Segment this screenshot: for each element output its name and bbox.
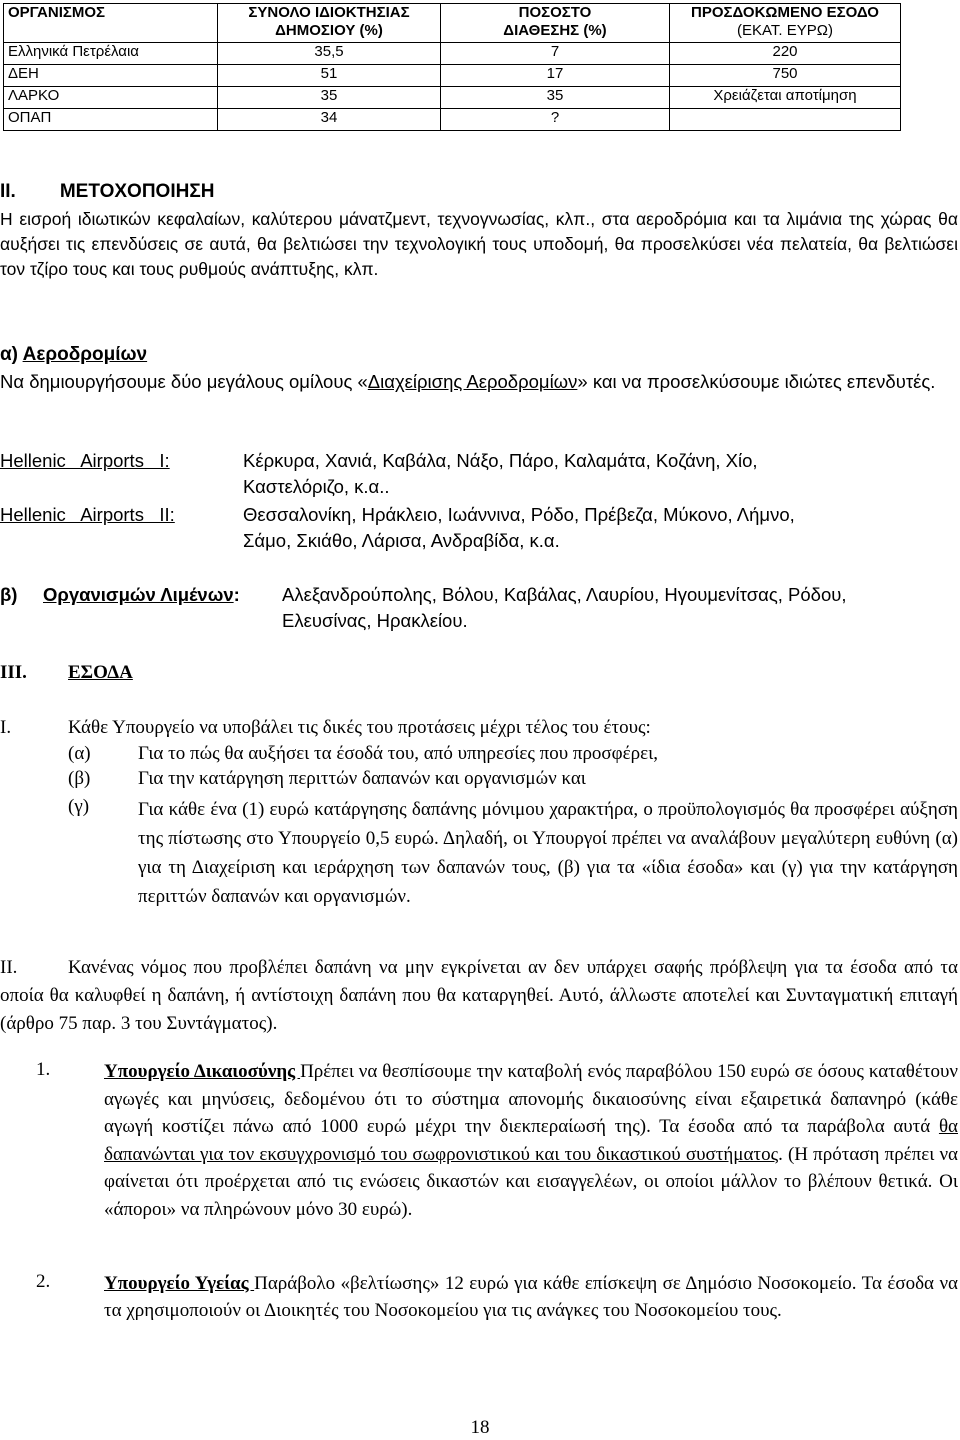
item2-text: Κανένας νόμος που προβλέπει δαπάνη να μην εγκρίνεται αν δεν υπάρχει σαφής πρόβλεψη για τα έσοδα από τα οποία θα καλυφθεί η δαπάνη, ή αντίστοιχη δαπάνη που θα καταργηθεί. Αυτό, άλλωστε αποτελεί και Συνταγματική επιταγή (άρθρο 75 παρ. 3 του Συντάγματος).: [0, 957, 958, 1034]
table-cell: ΔΕΗ: [4, 65, 218, 87]
item2-number: ΙΙ.: [0, 957, 18, 978]
item1-number: Ι.: [0, 717, 12, 738]
list2-body: Υπουργείο Υγείας Παράβολο «βελτίωσης» 12 ευρώ για κάθε επίσκεψη σε Δημόσιο Νοσοκομείο. Τα έσοδα να τα χρησιμοποιούν οι Διοικητές του Νοσοκομείου για τις ανάγκες του Νοσοκομείου τους.: [104, 1273, 958, 1321]
table-cell: 17: [441, 65, 670, 87]
sub-c-text: Για κάθε ένα (1) ευρώ κατάργησης δαπάνης μόνιμου χαρακτήρα, ο προϋπολογισμός θα προσφέρει αύξηση της πίστωσης στο Υπουργείο 0,5 ευρώ. Δηλαδή, οι Υπουργοί πρέπει να αναλάβουν μεγαλύτερη ευθύνη (α) για τη Διαχείριση και ιεράρχηση των δαπανών τους, (β) για τα «ίδια έσοδα» και (γ) για την κατάργηση περιττών δαπανών και οργανισμών.: [138, 799, 958, 907]
table-cell: ?: [441, 109, 670, 131]
table-cell: Χρειάζεται αποτίμηση: [670, 87, 901, 109]
sub-a-label: (α): [68, 743, 91, 764]
table-header-row: [4, 4, 901, 43]
section3-item2: [0, 954, 958, 1038]
ports-line1: Αλεξανδρούπολης, Βόλου, Καβάλας, Λαυρίου, Ηγουμενίτσας, Ρόδου,: [282, 584, 847, 605]
airports-link-text: Διαχείρισης Αεροδρομίων: [367, 371, 578, 392]
section2-heading: [0, 180, 214, 204]
ports-title: Οργανισμών Λιμένων: [43, 584, 234, 605]
list1-body: Υπουργείο Δικαιοσύνης Πρέπει να θεσπίσουμε την καταβολή ενός παραβόλου 150 ευρώ σε όσους καταθέτουν αγωγές και μηνύσεις, δεδομένου ότι το σύστημα απονομής δικαιοσύνης είναι εξαιρετικά δαπανηρό (κάθε αγωγή κοστίζει πάνω από 1000 ευρώ μέχρι την διεκπεραίωσή της). Τα έσοδα από τα παράβολα αυτά θα δαπανώνται για τον εκσυγχρονισμό του σωφρονιστικού και του δικαστικού συστήματος. (Η πρόταση πρέπει να φαίνεται ότι προέρχεται από τις ενώσεις δικαστών και εισαγγελέων, οι οποίοι μάλλον το βλέπουν θετικά. Οι «άποροι» να πληρώνουν μόνο 30 ευρώ).: [104, 1061, 958, 1220]
table-cell: Ελληνικά Πετρέλαια: [4, 43, 218, 65]
list1-title: Υπουργείο Δικαιοσύνης: [104, 1061, 301, 1082]
section3-number: ΙΙΙ.: [0, 662, 27, 683]
section2-paragraph: Η εισροή ιδιωτικών κεφαλαίων, καλύτερου μάνατζμεντ, τεχνογνωσίας, κλπ., στα αεροδρόμια και τα λιμάνια της χώρας θα αυξήσει τις επενδύσεις σε αυτά, θα βελτιώσει την τεχνολογική τους υποδομή, θα προσελκύσει νέα πελατεία, θα βελτιώσει τον τζίρο τους και τους ρυθμούς ανάπτυξης, κλπ.: [0, 209, 958, 279]
group1-label: Hellenic Airports I:: [0, 450, 170, 471]
group2-line1: Θεσσαλονίκη, Ηράκλειο, Ιωάννινα, Ρόδο, Πρέβεζα, Μύκονο, Λήμνο,: [243, 504, 795, 525]
section3-heading: [0, 661, 133, 685]
airports-paragraph: Να δημιουργήσουμε δύο μεγάλους ομίλους «Διαχείρισης Αεροδρομίων» και να προσελκύσουμε ιδιώτες επενδυτές.: [0, 371, 936, 392]
ownership-table: [3, 3, 901, 131]
header-organization: ΟΡΓΑΝΙΣΜΟΣ: [4, 4, 218, 43]
table-cell: ΟΠΑΠ: [4, 109, 218, 131]
group2-line2: Σάμο, Σκιάθο, Λάρισα, Ανδραβίδα, κ.α.: [243, 530, 560, 551]
table-cell: 35: [218, 87, 441, 109]
group1-line2: Καστελόριζο, κ.α..: [243, 476, 390, 497]
airports-heading: [0, 343, 147, 367]
ports-line2: Ελευσίνας, Ηρακλείου.: [282, 610, 468, 631]
section3-item1: [0, 716, 958, 740]
table-row: [4, 65, 901, 87]
list2-number: 2.: [36, 1271, 51, 1292]
header-ownership: ΣΥΝΟΛΟ ΙΔΙΟΚΤΗΣΙΑΣ ΔΗΜΟΣΙΟΥ (%): [218, 4, 441, 43]
table-row: [4, 87, 901, 109]
table-cell: 220: [670, 43, 901, 65]
table-cell: 51: [218, 65, 441, 87]
list2-title: Υπουργείο Υγείας: [104, 1273, 255, 1294]
sub-c-label: (γ): [68, 796, 90, 817]
table-cell: [670, 109, 901, 131]
sub-b-text: Για την κατάργηση περιττών δαπανών και οργανισμών και: [138, 768, 586, 789]
sub-item-a: [68, 742, 958, 766]
airports-label: α): [0, 344, 19, 365]
header-disposal: ΠΟΣΟΣΤΟ ΔΙΑΘΕΣΗΣ (%): [441, 4, 670, 43]
table-row: [4, 109, 901, 131]
sub-item-b: [68, 767, 958, 791]
airports-title: Αεροδρομίων: [22, 344, 148, 365]
ports-label: β): [0, 584, 18, 605]
table-cell: 35,5: [218, 43, 441, 65]
item1-text: Κάθε Υπουργείο να υποβάλει τις δικές του προτάσεις μέχρι τέλος του έτους:: [68, 717, 651, 738]
table-cell: 7: [441, 43, 670, 65]
sub-a-text: Για το πώς θα αυξήσει τα έσοδά του, από υπηρεσίες που προσφέρει,: [138, 743, 658, 764]
table-cell: 35: [441, 87, 670, 109]
header-revenue: ΠΡΟΣΔΟΚΩΜΕΝΟ ΕΣΟΔΟ (ΕΚΑΤ. ΕΥΡΩ): [670, 4, 901, 43]
list1-number: 1.: [36, 1059, 51, 1080]
sub-b-label: (β): [68, 768, 91, 789]
sub-item-c: [68, 795, 958, 907]
table-cell: ΛΑΡΚΟ: [4, 87, 218, 109]
group2-label: Hellenic Airports II:: [0, 504, 175, 525]
section2-title: ΜΕΤΟΧΟΠΟΙΗΣΗ: [59, 181, 215, 202]
group1-line1: Κέρκυρα, Χανιά, Καβάλα, Νάξο, Πάρο, Καλαμάτα, Κοζάνη, Χίο,: [243, 450, 758, 471]
table-row: [4, 43, 901, 65]
table-cell: 34: [218, 109, 441, 131]
list1-underlined: θα δαπανώνται για τον εκσυγχρονισμό του σωφρονιστικού και του δικαστικού συστήματος: [104, 1116, 958, 1165]
section3-title: ΕΣΟΔΑ: [68, 662, 133, 683]
page-number: 18: [470, 1417, 490, 1438]
section2-number: ΙΙ.: [0, 181, 16, 202]
table-cell: 750: [670, 65, 901, 87]
